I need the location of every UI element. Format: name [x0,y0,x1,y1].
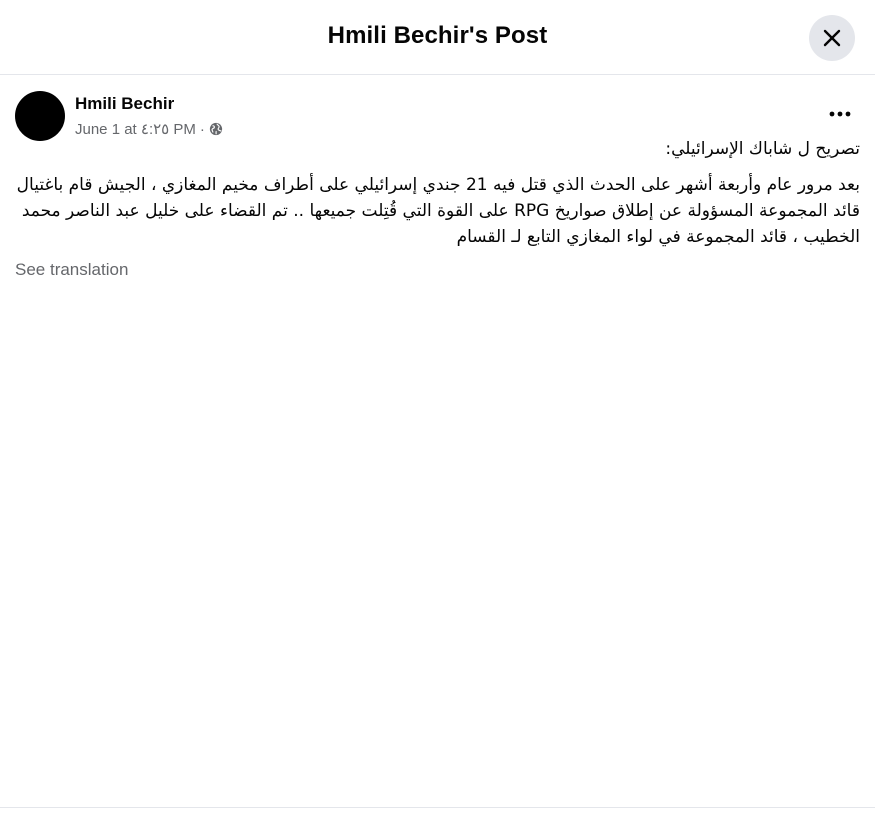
post-text-heading: تصريح ل شاباك الإسرائيلي: [665,139,860,159]
avatar[interactable] [15,91,65,141]
dialog-header [0,0,875,75]
more-options-icon [829,111,851,117]
author-name[interactable]: Hmili Bechir [75,94,175,113]
post-body [15,136,860,250]
meta-separator: · [199,120,205,138]
dialog-title: Hmili Bechir's Post [327,22,548,49]
post-timestamp[interactable]: June 1 at ٤:٢٥ PM [75,121,196,138]
more-options-button[interactable] [820,99,860,129]
post-text-paragraph: بعد مرور عام وأربعة أشهر على الحدث الذي قتل فيه 21 جندي إسرائيلي على أطراف مخيم المغازي ، الجيش قام باغتيال قائد المجموعة المسؤولة عن إطلاق صواريخ RPG على القوة التي قُتِلت جميعها .. تم القضاء على خليل عبد الناصر محمد الخطيب ، قائد المجموعة في لواء المغازي التابع لـ القسام [16,175,860,247]
see-translation-link[interactable]: See translation [15,260,129,279]
globe-icon[interactable] [209,122,223,136]
footer-divider [0,807,875,808]
close-icon [822,28,842,48]
close-button[interactable] [809,15,855,61]
